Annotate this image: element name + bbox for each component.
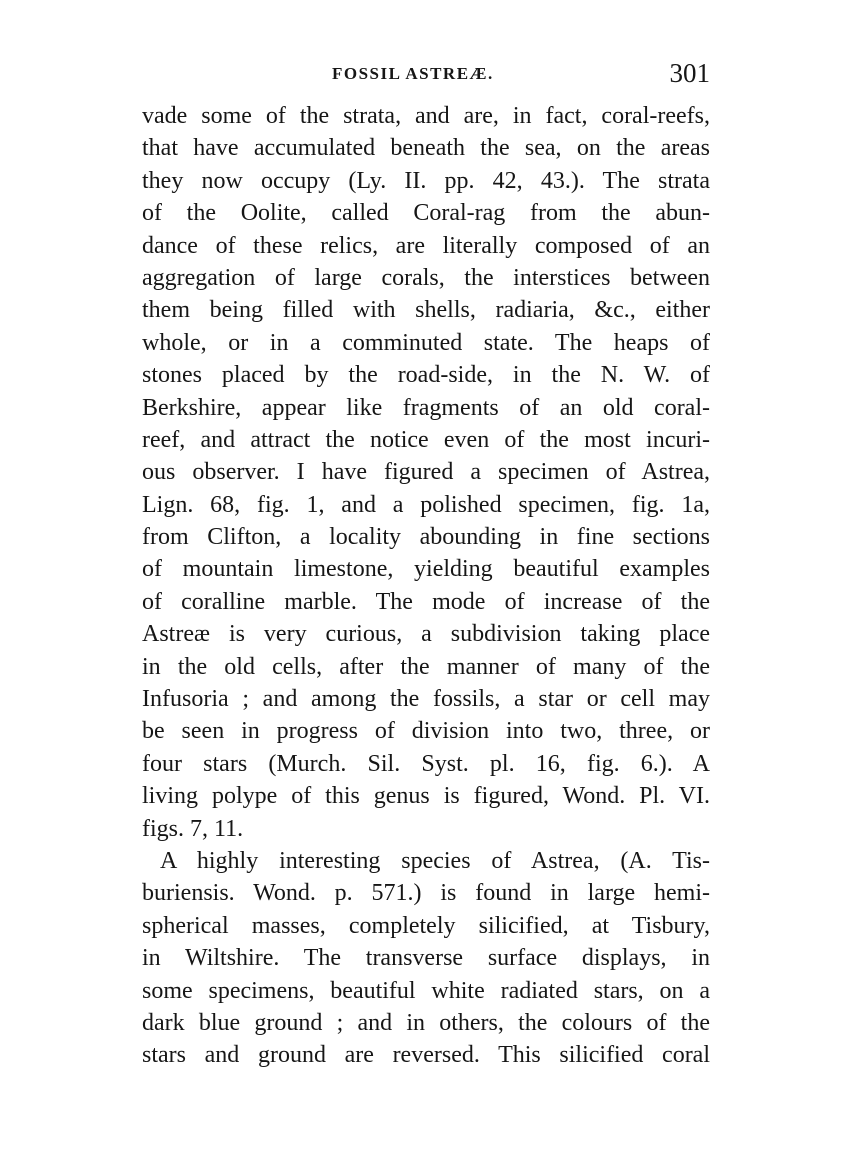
running-head xyxy=(142,58,710,94)
text-line: vade some of the strata, and are, in fact, coral-reefs, xyxy=(142,103,710,129)
text-line: Berkshire, appear like fragments of an old coral- xyxy=(142,394,710,421)
text-line: stones placed by the road-side, in the N. W. of xyxy=(142,362,710,389)
text-line: reef, and attract the notice even of the most incuri- xyxy=(142,426,710,453)
text-line: spherical masses, completely silicified, at Tisbury, xyxy=(142,912,710,939)
text-line: dance of these relics, are literally composed of an xyxy=(142,232,710,259)
text-line: ous observer. I have figured a specimen of Astrea, xyxy=(142,459,710,486)
text-line: them being filled with shells, radiaria, &c., either xyxy=(142,297,710,324)
text-line: four stars (Murch. Sil. Syst. pl. 16, fig. 6.). A xyxy=(142,750,710,777)
text-line: dark blue ground ; and in others, the colours of the xyxy=(142,1009,710,1036)
page-number: 301 xyxy=(669,58,710,88)
body-text xyxy=(142,100,710,1072)
text-line: whole, or in a comminuted state. The heaps of xyxy=(142,329,710,356)
text-line: that have accumulated beneath the sea, on the areas xyxy=(142,135,710,162)
text-line: Lign. 68, fig. 1, and a polished specimen, fig. 1a, xyxy=(142,491,710,518)
text-line: of coralline marble. The mode of increase of the xyxy=(142,588,710,615)
text-line: of mountain limestone, yielding beautiful examples xyxy=(142,556,710,583)
text-line: buriensis. Wond. p. 571.) is found in large hemi- xyxy=(142,880,710,907)
text-line: living polype of this genus is figured, Wond. Pl. VI. xyxy=(142,783,710,810)
text-line: they now occupy (Ly. II. pp. 42, 43.). The strata xyxy=(142,167,710,194)
text-line: of the Oolite, called Coral-rag from the abun- xyxy=(142,200,710,227)
text-line: Infusoria ; and among the fossils, a star or cell may xyxy=(142,686,710,713)
running-title: FOSSIL ASTREÆ. xyxy=(332,64,494,83)
text-line: be seen in progress of division into two, three, or xyxy=(142,718,710,745)
text-line: aggregation of large corals, the interstices between xyxy=(142,264,710,291)
text-line: figs. 7, 11. xyxy=(142,815,244,842)
text-line: some specimens, beautiful white radiated stars, on a xyxy=(142,977,710,1004)
text-line: from Clifton, a locality abounding in fine sections xyxy=(142,524,710,551)
text-line: in Wiltshire. The transverse surface displays, in xyxy=(142,945,710,972)
text-line: A highly interesting species of Astrea, (A. Tis- xyxy=(160,847,710,874)
text-line: Astreæ is very curious, a subdivision taking place xyxy=(142,621,710,648)
text-line: in the old cells, after the manner of many of the xyxy=(142,653,710,680)
text-line: stars and ground are reversed. This silicified coral xyxy=(142,1042,710,1069)
